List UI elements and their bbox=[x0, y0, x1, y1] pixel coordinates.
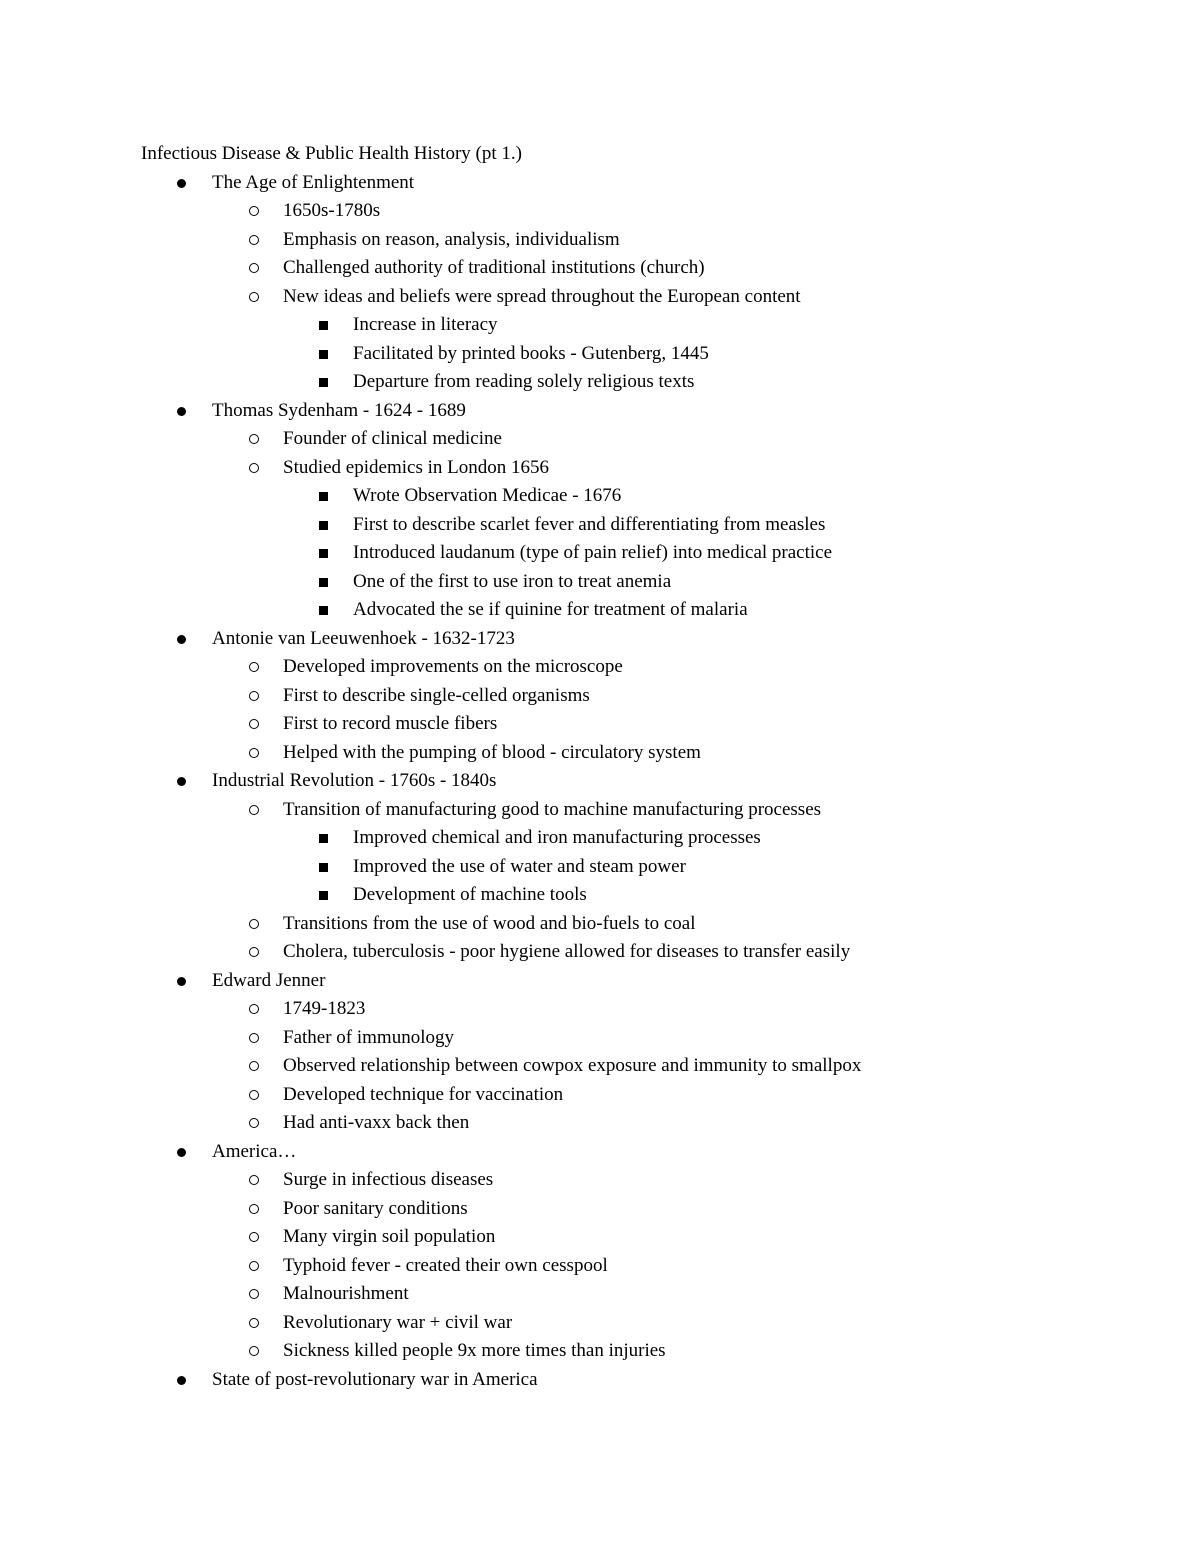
bullet-disc-icon bbox=[177, 777, 186, 786]
bullet-circle-icon bbox=[249, 1061, 259, 1071]
list-item-level-3 bbox=[0, 596, 1200, 625]
bullet-square-icon bbox=[319, 578, 328, 587]
list-item-level-2 bbox=[0, 796, 1200, 825]
list-item-level-2 bbox=[0, 1166, 1200, 1195]
bullet-circle-icon bbox=[249, 235, 259, 245]
bullet-disc-icon bbox=[177, 1376, 186, 1385]
list-item-level-2 bbox=[0, 1024, 1200, 1053]
list-item-text: Improved the use of water and steam power bbox=[353, 855, 686, 877]
list-item-text: Challenged authority of traditional institutions (church) bbox=[283, 257, 705, 278]
bullet-disc-icon bbox=[177, 179, 186, 188]
bullet-square-icon bbox=[319, 606, 328, 615]
bullet-disc-icon bbox=[177, 635, 186, 644]
document-title: Infectious Disease & Public Health History (pt 1.) bbox=[141, 143, 522, 164]
list-item-text: Industrial Revolution - 1760s - 1840s bbox=[212, 770, 497, 791]
bullet-circle-icon bbox=[249, 805, 259, 815]
list-item-level-2 bbox=[0, 283, 1200, 312]
list-item-text: Typhoid fever - created their own cesspool bbox=[283, 1254, 608, 1276]
list-item-text: Many virgin soil population bbox=[283, 1226, 496, 1247]
bullet-circle-icon bbox=[249, 662, 259, 672]
list-item-text: First to record muscle fibers bbox=[283, 713, 498, 734]
list-item-level-2 bbox=[0, 653, 1200, 682]
list-item-text: Increase in literacy bbox=[353, 314, 498, 335]
bullet-circle-icon bbox=[249, 434, 259, 444]
list-item-text: Founder of clinical medicine bbox=[283, 428, 502, 449]
list-item-text: Transitions from the use of wood and bio-fuels to coal bbox=[283, 912, 696, 934]
bullet-disc-icon bbox=[177, 1148, 186, 1157]
list-item-level-3 bbox=[0, 568, 1200, 597]
bullet-square-icon bbox=[319, 321, 328, 330]
list-item-level-3 bbox=[0, 853, 1200, 882]
list-item-level-2 bbox=[0, 425, 1200, 454]
list-item-level-3 bbox=[0, 539, 1200, 568]
list-item-text: Improved chemical and iron manufacturing processes bbox=[353, 827, 761, 848]
bullet-circle-icon bbox=[249, 1204, 259, 1214]
list-item-text: 1749-1823 bbox=[283, 998, 366, 1019]
list-item-level-3 bbox=[0, 368, 1200, 397]
list-item-level-2 bbox=[0, 1195, 1200, 1224]
list-item-level-3 bbox=[0, 511, 1200, 540]
list-item-level-2 bbox=[0, 1252, 1200, 1281]
bullet-square-icon bbox=[319, 891, 328, 900]
bullet-square-icon bbox=[319, 521, 328, 530]
list-item-text: Poor sanitary conditions bbox=[283, 1197, 468, 1219]
list-item-text: Wrote Observation Medicae - 1676 bbox=[353, 485, 622, 506]
list-item-level-1 bbox=[0, 625, 1200, 654]
bullet-circle-icon bbox=[249, 691, 259, 701]
list-item-text: Studied epidemics in London 1656 bbox=[283, 456, 549, 478]
bullet-circle-icon bbox=[249, 719, 259, 729]
list-item-level-2 bbox=[0, 197, 1200, 226]
list-item-level-2 bbox=[0, 1280, 1200, 1309]
list-item-level-2 bbox=[0, 254, 1200, 283]
list-item-level-2 bbox=[0, 938, 1200, 967]
list-item-text: Transition of manufacturing good to machine manufacturing processes bbox=[283, 798, 822, 820]
bullet-square-icon bbox=[319, 549, 328, 558]
list-item-text: Thomas Sydenham - 1624 - 1689 bbox=[212, 399, 466, 421]
bullet-circle-icon bbox=[249, 1033, 259, 1043]
list-item-text: Sickness killed people 9x more times than injuries bbox=[283, 1340, 666, 1361]
outline-list bbox=[0, 169, 1200, 1395]
list-item-text: America… bbox=[212, 1140, 297, 1162]
bullet-circle-icon bbox=[249, 1289, 259, 1299]
list-item-level-3 bbox=[0, 824, 1200, 853]
list-item-text: Father of immunology bbox=[283, 1026, 454, 1048]
list-item-text: Development of machine tools bbox=[353, 884, 587, 905]
list-item-level-2 bbox=[0, 1223, 1200, 1252]
bullet-square-icon bbox=[319, 863, 328, 872]
list-item-level-3 bbox=[0, 482, 1200, 511]
list-item-text: Had anti-vaxx back then bbox=[283, 1112, 470, 1133]
bullet-circle-icon bbox=[249, 919, 259, 929]
list-item-text: First to describe scarlet fever and differentiating from measles bbox=[353, 513, 826, 535]
list-item-level-2 bbox=[0, 1309, 1200, 1338]
bullet-circle-icon bbox=[249, 1175, 259, 1185]
bullet-circle-icon bbox=[249, 1261, 259, 1271]
bullet-circle-icon bbox=[249, 206, 259, 216]
bullet-circle-icon bbox=[249, 1090, 259, 1100]
bullet-circle-icon bbox=[249, 1004, 259, 1014]
bullet-circle-icon bbox=[249, 748, 259, 758]
list-item-level-1 bbox=[0, 1366, 1200, 1395]
list-item-text: Edward Jenner bbox=[212, 969, 326, 991]
list-item-level-2 bbox=[0, 1337, 1200, 1366]
list-item-text: One of the first to use iron to treat anemia bbox=[353, 570, 672, 592]
bullet-circle-icon bbox=[249, 1346, 259, 1356]
bullet-circle-icon bbox=[249, 1232, 259, 1242]
bullet-circle-icon bbox=[249, 263, 259, 273]
list-item-text: Advocated the se if quinine for treatment of malaria bbox=[353, 599, 748, 620]
list-item-text: New ideas and beliefs were spread throughout the European content bbox=[283, 285, 801, 307]
list-item-level-2 bbox=[0, 454, 1200, 483]
list-item-level-2 bbox=[0, 1081, 1200, 1110]
list-item-text: Antonie van Leeuwenhoek - 1632-1723 bbox=[212, 627, 515, 649]
list-item-text: Introduced laudanum (type of pain relief) into medical practice bbox=[353, 542, 833, 563]
list-item-text: First to describe single-celled organisms bbox=[283, 684, 590, 706]
list-item-text: Revolutionary war + civil war bbox=[283, 1311, 513, 1333]
bullet-disc-icon bbox=[177, 407, 186, 416]
list-item-text: Surge in infectious diseases bbox=[283, 1169, 494, 1190]
list-item-level-2 bbox=[0, 1109, 1200, 1138]
list-item-level-2 bbox=[0, 682, 1200, 711]
list-item-text: Observed relationship between cowpox exposure and immunity to smallpox bbox=[283, 1055, 862, 1076]
list-item-text: Developed improvements on the microscope bbox=[283, 656, 623, 677]
bullet-circle-icon bbox=[249, 1318, 259, 1328]
list-item-level-1 bbox=[0, 767, 1200, 796]
list-item-text: Malnourishment bbox=[283, 1283, 409, 1304]
list-item-text: 1650s-1780s bbox=[283, 200, 381, 221]
list-item-level-1 bbox=[0, 397, 1200, 426]
bullet-circle-icon bbox=[249, 947, 259, 957]
bullet-circle-icon bbox=[249, 292, 259, 302]
list-item-level-2 bbox=[0, 1052, 1200, 1081]
list-item-level-2 bbox=[0, 710, 1200, 739]
list-item-level-3 bbox=[0, 311, 1200, 340]
list-item-text: Cholera, tuberculosis - poor hygiene allowed for diseases to transfer easily bbox=[283, 941, 851, 962]
bullet-square-icon bbox=[319, 378, 328, 387]
list-item-level-1 bbox=[0, 169, 1200, 198]
list-item-level-2 bbox=[0, 910, 1200, 939]
list-item-level-3 bbox=[0, 881, 1200, 910]
list-item-text: State of post-revolutionary war in America bbox=[212, 1368, 538, 1390]
list-item-level-3 bbox=[0, 340, 1200, 369]
bullet-disc-icon bbox=[177, 977, 186, 986]
list-item-text: Developed technique for vaccination bbox=[283, 1083, 564, 1105]
bullet-circle-icon bbox=[249, 463, 259, 473]
list-item-level-2 bbox=[0, 739, 1200, 768]
bullet-square-icon bbox=[319, 350, 328, 359]
list-item-level-2 bbox=[0, 226, 1200, 255]
list-item-text: Departure from reading solely religious texts bbox=[353, 371, 695, 392]
bullet-square-icon bbox=[319, 492, 328, 501]
list-item-text: Emphasis on reason, analysis, individualism bbox=[283, 228, 620, 250]
list-item-text: The Age of Enlightenment bbox=[212, 171, 415, 193]
bullet-square-icon bbox=[319, 834, 328, 843]
bullet-circle-icon bbox=[249, 1118, 259, 1128]
list-item-text: Helped with the pumping of blood - circulatory system bbox=[283, 741, 701, 763]
list-item-level-1 bbox=[0, 967, 1200, 996]
list-item-text: Facilitated by printed books - Gutenberg, 1445 bbox=[353, 342, 709, 364]
list-item-level-1 bbox=[0, 1138, 1200, 1167]
list-item-level-2 bbox=[0, 995, 1200, 1024]
